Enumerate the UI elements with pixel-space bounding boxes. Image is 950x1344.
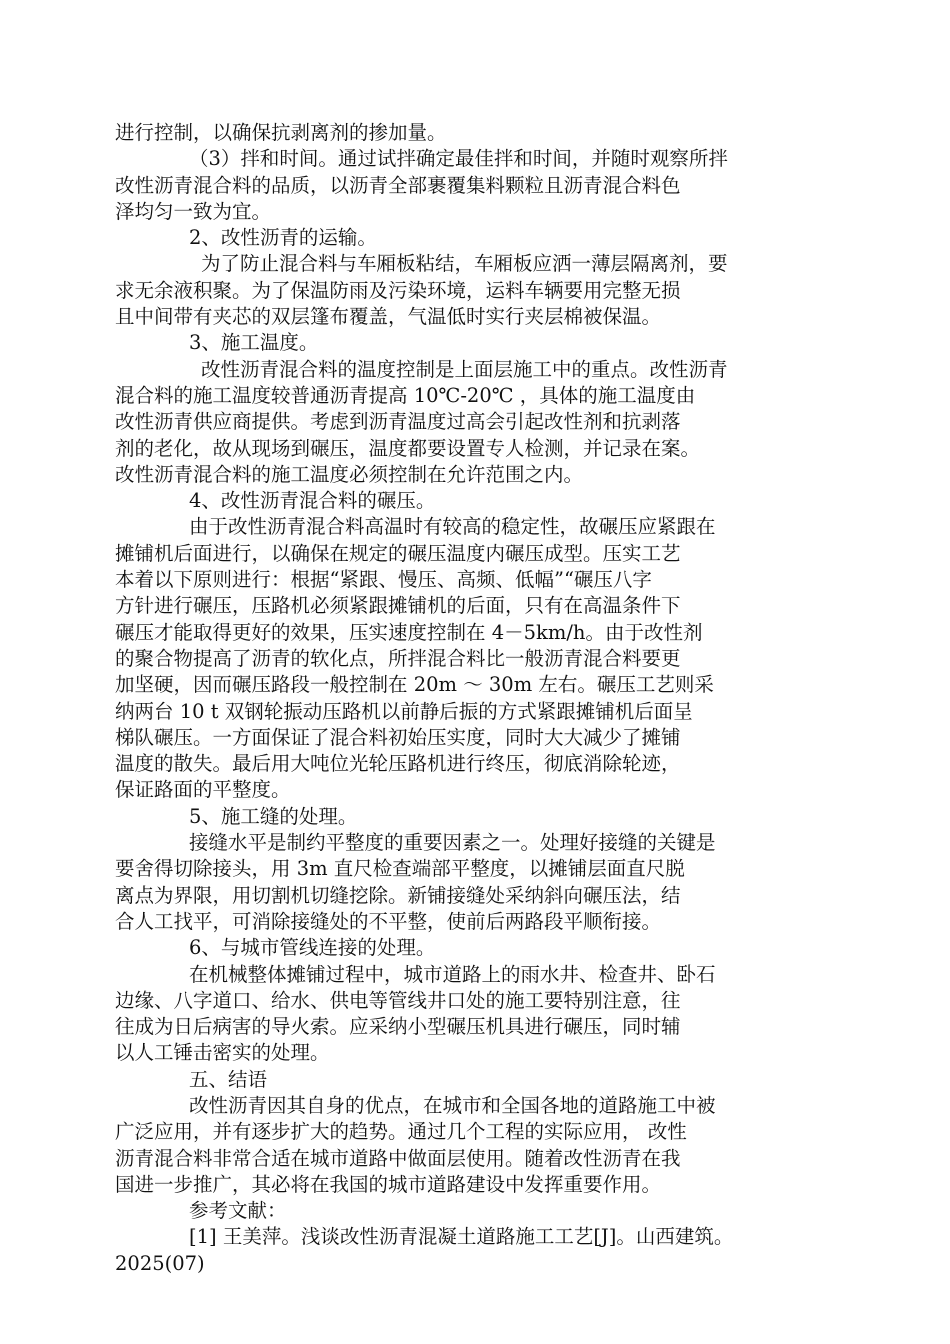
text-line: 改性沥青混合料的品质，以沥青全部裹覆集料颗粒且沥青混合料色: [115, 173, 681, 197]
text-line: 本着以下原则进行：根据“紧跟、慢压、高频、低幅”“碾压八字: [115, 568, 652, 592]
text-line: 广泛应用，并有逐步扩大的趋势。通过几个工程的实际应用， 改性: [115, 1120, 687, 1144]
text-line: 梯队碾压。一方面保证了混合料初始压实度，同时大大减少了摊铺: [115, 725, 681, 749]
text-line: 泽均匀一致为宜。: [115, 199, 272, 223]
text-line: 2、改性沥青的运输。: [189, 226, 377, 250]
text-line: 往成为日后病害的导火索。应采纳小型碾压机具进行碾压，同时辅: [115, 1015, 681, 1039]
text-line: 温度的散失。最后用大吨位光轮压路机进行终压，彻底消除轮迹，: [115, 752, 681, 776]
text-line: [1] 王美萍。浅谈改性沥青混凝土道路施工工艺[J]。山西建筑。: [189, 1225, 734, 1249]
text-line: 离点为界限，用切割机切缝挖除。新铺接缝处采纳斜向碾压法，结: [115, 883, 681, 907]
text-line: 的聚合物提高了沥青的软化点，所拌混合料比一般沥青混合料要更: [115, 646, 681, 670]
text-line: 接缝水平是制约平整度的重要因素之一。处理好接缝的关键是: [189, 831, 716, 855]
text-line: 边缘、八字道口、给水、供电等管线井口处的施工要特别注意，往: [115, 988, 681, 1012]
text-line: 求无余液积聚。为了保温防雨及污染环境，运料车辆要用完整无损: [115, 278, 681, 302]
text-line: 改性沥青混合料的施工温度必须控制在允许范围之内。: [115, 462, 584, 486]
text-line: 进行控制，以确保抗剥离剂的掺加量。: [115, 121, 447, 144]
text-line: 沥青混合料非常合适在城市道路中做面层使用。随着改性沥青在我: [115, 1146, 681, 1170]
text-line: 混合料的施工温度较普通沥青提高 10℃-20℃ ，具体的施工温度由: [115, 383, 696, 407]
text-line: 加坚硬，因而碾压路段一般控制在 20m ～ 30m 左右。碾压工艺则采: [115, 673, 714, 697]
text-line: 碾压才能取得更好的效果，压实速度控制在 4－5km/h。由于改性剂: [115, 620, 703, 644]
text-line: 合人工找平，可消除接缝处的不平整，使前后两路段平顺衔接。: [115, 909, 662, 933]
text-line: 改性沥青因其自身的优点，在城市和全国各地的道路施工中被: [189, 1093, 716, 1117]
text-line: 4、改性沥青混合料的碾压。: [189, 489, 436, 513]
text-line: 纳两台 10 t 双钢轮振动压路机以前静后振的方式紧跟摊铺机后面呈: [115, 699, 693, 723]
text-line: 国进一步推广，其必将在我国的城市道路建设中发挥重要作用。: [115, 1172, 662, 1196]
text-line: 参考文献：: [189, 1199, 287, 1223]
text-line: 五、结语: [189, 1067, 268, 1091]
text-line: 且中间带有夹芯的双层篷布覆盖，气温低时实行夹层棉被保温。: [115, 305, 662, 329]
text-line: 剂的老化，故从现场到碾压，温度都要设置专人检测，并记录在案。: [115, 436, 701, 460]
text-line: 以人工锤击密实的处理。: [115, 1041, 330, 1065]
text-line: 改性沥青供应商提供。考虑到沥青温度过高会引起改性剂和抗剥落: [115, 410, 681, 434]
text-line: 保证路面的平整度。: [115, 778, 291, 802]
text-line: 3、施工温度。: [189, 331, 319, 355]
text-line: 在机械整体摊铺过程中，城市道路上的雨水井、检查井、卧石: [189, 962, 716, 986]
text-line: （3）拌和时间。通过试拌确定最佳拌和时间，并随时观察所拌: [189, 147, 728, 171]
text-line: 5、施工缝的处理。: [189, 804, 358, 828]
document-body: [115, 120, 815, 1277]
text-line: 为了防止混合料与车厢板粘结，车厢板应洒一薄层隔离剂，要: [201, 252, 728, 276]
text-line: 6、与城市管线连接的处理。: [189, 936, 436, 960]
text-line: 方针进行碾压，压路机必须紧跟摊铺机的后面，只有在高温条件下: [115, 594, 681, 618]
text-line: 改性沥青混合料的温度控制是上面层施工中的重点。改性沥青: [201, 357, 728, 381]
text-line: 要舍得切除接头，用 3m 直尺检查端部平整度，以摊铺层面直尺脱: [115, 857, 685, 881]
text-line: 摊铺机后面进行，以确保在规定的碾压温度内碾压成型。压实工艺: [115, 541, 681, 565]
text-line: 2025(07): [115, 1251, 205, 1275]
text-line: 由于改性沥青混合料高温时有较高的稳定性，故碾压应紧跟在: [189, 515, 716, 539]
